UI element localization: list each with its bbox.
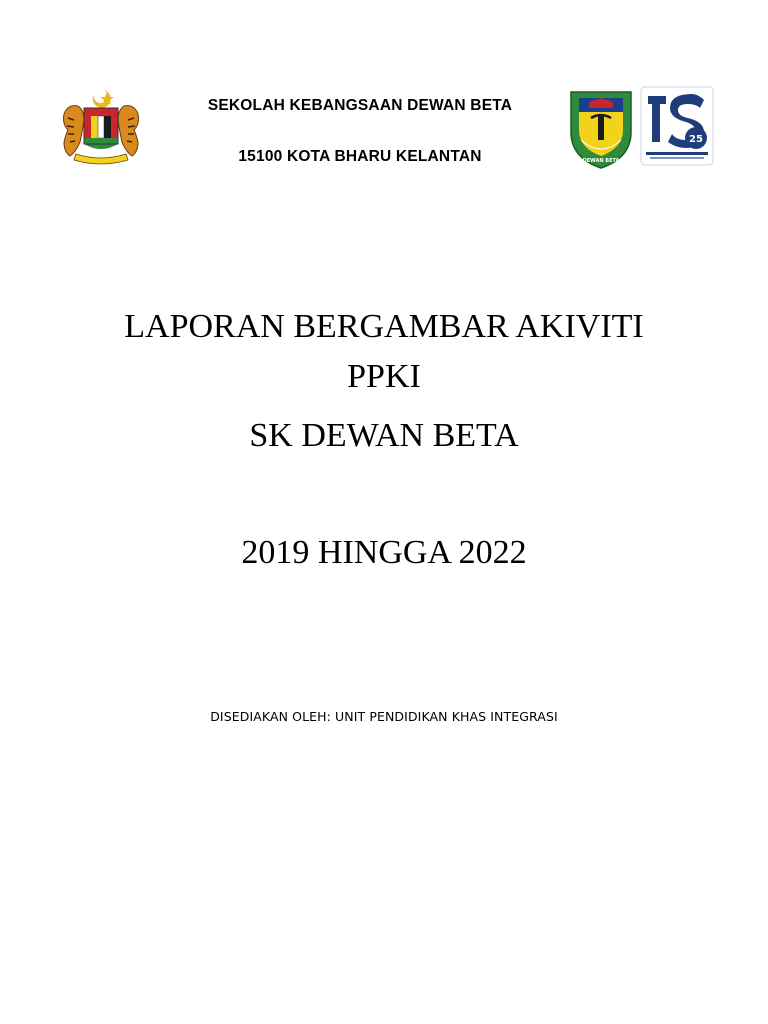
report-year-range: 2019 HINGGA 2022 [241, 534, 527, 571]
report-title-line-3: SK DEWAN BETA [249, 417, 519, 454]
school-address: 15100 KOTA BHARU KELANTAN [238, 148, 482, 165]
malaysia-coat-of-arms-icon [58, 84, 144, 168]
school-crest-text: DEWAN BETA [582, 158, 620, 164]
school-name: SEKOLAH KEBANGSAAN DEWAN BETA [207, 97, 513, 114]
prepared-by: DISEDIAKAN OLEH: UNIT PENDIDIKAN KHAS INTEGRASI [210, 709, 558, 724]
school-crest-icon [567, 88, 635, 170]
report-title-line-2: PPKI [347, 358, 421, 395]
ts25-number: 25 [689, 134, 703, 145]
ts25-logo-icon [640, 86, 714, 166]
report-title-line-1: LAPORAN BERGAMBAR AKIVITI [124, 308, 644, 345]
